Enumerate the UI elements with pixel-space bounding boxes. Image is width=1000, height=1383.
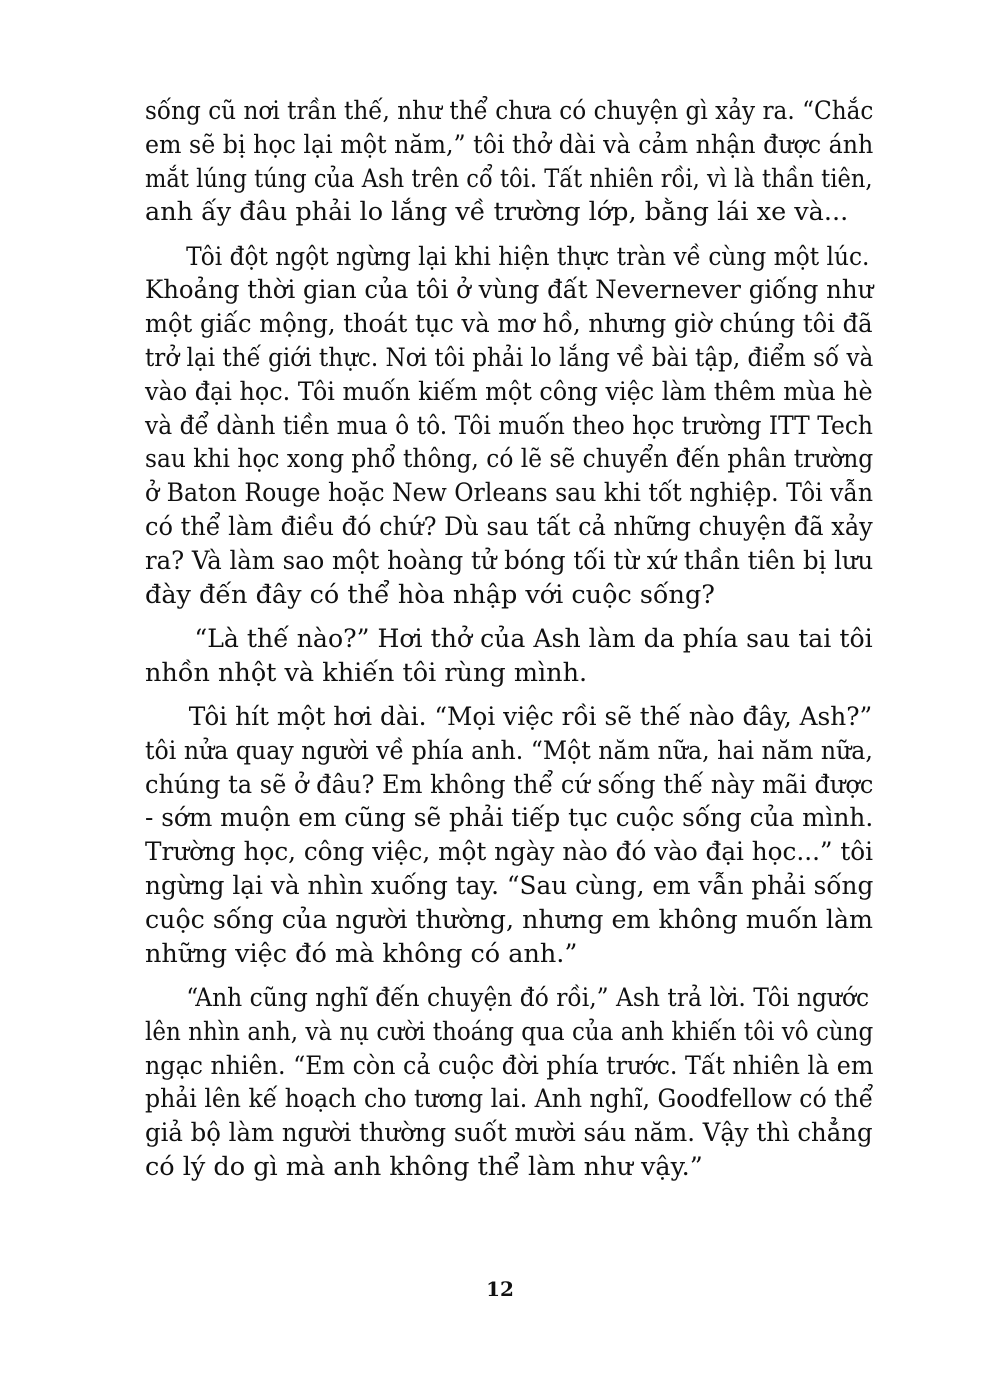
text-line: đày đến đây có thể hòa nhập với cuộc sống? — [145, 579, 715, 610]
paragraph-2 — [145, 241, 873, 613]
text-line: tôi nửa quay người về phía anh. “Một năm nữa, hai năm nữa, — [145, 735, 873, 766]
text-line: chúng ta sẽ ở đâu? Em không thể cứ sống thế này mãi được — [145, 769, 874, 800]
text-line: giả bộ làm người thường suốt mười sáu năm. Vậy thì chẳng — [145, 1118, 873, 1149]
text-line: sống cũ nơi trần thế, như thể chưa có chuyện gì xảy ra. “Chắc — [145, 96, 874, 126]
text-line: Tôi đột ngột ngừng lại khi hiện thực tràn về cùng một lúc. — [186, 241, 870, 272]
paragraph-5 — [145, 982, 873, 1185]
text-line: em sẽ bị học lại một năm,” tôi thở dài và cảm nhận được ánh — [145, 129, 874, 160]
page-number: 12 — [486, 1277, 514, 1301]
text-line: những việc đó mà không có anh.” — [145, 938, 578, 969]
text-line: ngạc nhiên. “Em còn cả cuộc đời phía trước. Tất nhiên là em — [145, 1050, 874, 1081]
text-line: ra? Và làm sao một hoàng tử bóng tối từ xứ thần tiên bị lưu — [145, 545, 874, 576]
text-line: Tôi hít một hơi dài. “Mọi việc rồi sẽ thế nào đây, Ash?” — [188, 702, 873, 733]
text-line: “Anh cũng nghĩ đến chuyện đó rồi,” Ash trả lời. Tôi ngước — [186, 982, 870, 1013]
text-line: có thể làm điều đó chứ? Dù sau tất cả những chuyện đã xảy — [145, 512, 873, 543]
text-line: Trường học, công việc, một ngày nào đó vào đại học...” tôi — [145, 837, 874, 868]
text-line: mắt lúng túng của Ash trên cổ tôi. Tất nhiên rồi, vì là thần tiên, — [145, 163, 873, 194]
text-line: một giấc mộng, thoát tục và mơ hồ, nhưng giờ chúng tôi đã — [145, 309, 873, 340]
text-line: Khoảng thời gian của tôi ở vùng đất Nevernever giống như — [145, 275, 874, 306]
text-line: có lý do gì mà anh không thể làm như vậy.” — [145, 1151, 703, 1182]
body-text — [145, 95, 873, 1195]
text-line: - sớm muộn em cũng sẽ phải tiếp tục cuộc sống của mình. — [145, 803, 874, 834]
paragraph-3 — [145, 623, 873, 691]
text-line: anh ấy đâu phải lo lắng về trường lớp, bằng lái xe và... — [145, 197, 849, 228]
text-line: nhồn nhột và khiến tôi rùng mình. — [145, 657, 588, 688]
text-line: phải lên kế hoạch cho tương lai. Anh nghĩ, Goodfellow có thể — [145, 1084, 874, 1115]
paragraph-1 — [145, 95, 873, 230]
text-line: vào đại học. Tôi muốn kiếm một công việc làm thêm mùa hè — [145, 376, 873, 407]
text-line: trở lại thế giới thực. Nơi tôi phải lo lắng về bài tập, điểm số và — [145, 343, 874, 374]
text-line: lên nhìn anh, và nụ cười thoáng qua của anh khiến tôi vô cùng — [145, 1016, 874, 1047]
text-line: “Là thế nào?” Hơi thở của Ash làm da phía sau tai tôi — [194, 623, 873, 654]
text-line: ngừng lại và nhìn xuống tay. “Sau cùng, em vẫn phải sống — [145, 871, 874, 902]
text-line: sau khi học xong phổ thông, có lẽ sẽ chuyển đến phân trường — [145, 444, 874, 475]
paragraph-4 — [145, 701, 873, 971]
text-line: cuộc sống của người thường, nhưng em không muốn làm — [145, 904, 874, 935]
text-line: và để dành tiền mua ô tô. Tôi muốn theo học trường ITT Tech — [145, 410, 873, 441]
text-line: ở Baton Rouge hoặc New Orleans sau khi tốt nghiệp. Tôi vẫn — [145, 478, 874, 509]
